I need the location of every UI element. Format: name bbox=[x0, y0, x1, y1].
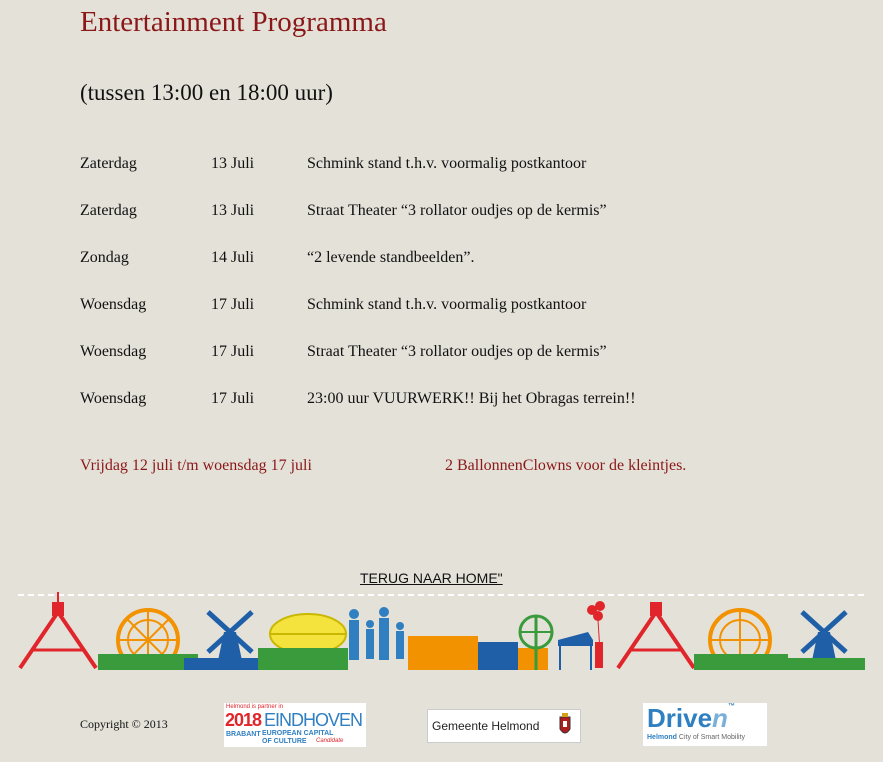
logo-driven-city: Helmond bbox=[647, 734, 677, 741]
logo-line2: OF CULTURE bbox=[262, 738, 307, 745]
special-description: 2 BallonnenClowns voor de kleintjes. bbox=[445, 457, 687, 474]
logo-helmond-name: Gemeente Helmond bbox=[432, 719, 540, 733]
schedule-date: 13 Juli bbox=[211, 155, 255, 172]
ferris-wheel-icon bbox=[98, 610, 198, 670]
schedule-date: 17 Juli bbox=[211, 343, 255, 360]
time-range-subtitle: (tussen 13:00 en 18:00 uur) bbox=[80, 80, 333, 105]
balloons-icon bbox=[587, 601, 605, 668]
schedule-day: Zaterdag bbox=[80, 155, 137, 172]
eindhoven-2018-logo[interactable] bbox=[224, 703, 366, 747]
schedule-event: 23:00 uur VUURWERK!! Bij het Obragas terrein!! bbox=[307, 390, 636, 407]
logo-driven-n: n bbox=[712, 703, 728, 733]
schedule-date: 14 Juli bbox=[211, 249, 255, 266]
schedule-day: Woensdag bbox=[80, 343, 147, 360]
gemeente-helmond-logo[interactable] bbox=[427, 709, 581, 743]
logo-year: 2018 bbox=[225, 710, 262, 730]
copyright-text: Copyright © 2013 bbox=[80, 717, 168, 731]
red-ride-icon bbox=[20, 592, 96, 668]
schedule-day: Zondag bbox=[80, 249, 129, 266]
logo-tagline: Helmond is partner in bbox=[226, 704, 284, 710]
stand-icon bbox=[558, 632, 593, 670]
schedule-date: 13 Juli bbox=[211, 202, 255, 219]
stalls-icon bbox=[408, 636, 548, 670]
special-date-range: Vrijdag 12 juli t/m woensdag 17 juli bbox=[80, 457, 312, 474]
red-ride-icon bbox=[618, 602, 694, 668]
carousel-icon bbox=[258, 614, 348, 670]
logo-line1: EUROPEAN CAPITAL bbox=[262, 730, 334, 737]
logo-region: BRABANT bbox=[226, 731, 261, 738]
driven-logo[interactable] bbox=[643, 703, 767, 746]
schedule-event: “2 levende standbeelden”. bbox=[307, 249, 475, 266]
fairground-banner bbox=[18, 592, 865, 670]
logo-driven-main: Drive bbox=[647, 703, 713, 733]
people-silhouette-icon bbox=[349, 607, 404, 660]
schedule-day: Zaterdag bbox=[80, 202, 137, 219]
logo-candidate: Candidate bbox=[316, 738, 344, 744]
logo-driven-tm: ™ bbox=[727, 703, 735, 710]
schedule-event: Straat Theater “3 rollator oudjes op de kermis” bbox=[307, 343, 607, 360]
schedule-event: Schmink stand t.h.v. voormalig postkantoor bbox=[307, 155, 587, 172]
schedule-event: Schmink stand t.h.v. voormalig postkantoor bbox=[307, 296, 587, 313]
windmill-icon bbox=[788, 612, 865, 670]
schedule-event: Straat Theater “3 rollator oudjes op de kermis” bbox=[307, 202, 607, 219]
coat-of-arms-icon bbox=[556, 713, 574, 739]
schedule-date: 17 Juli bbox=[211, 296, 255, 313]
schedule-day: Woensdag bbox=[80, 296, 147, 313]
logo-city: EINDHOVEN bbox=[264, 710, 363, 730]
back-to-home-link[interactable]: TERUG NAAR HOME" bbox=[360, 570, 503, 586]
schedule-day: Woensdag bbox=[80, 390, 147, 407]
logo-driven-sub: City of Smart Mobility bbox=[678, 734, 746, 741]
ferris-wheel-icon bbox=[694, 610, 788, 670]
page-title: Entertainment Programma bbox=[80, 6, 387, 38]
schedule-date: 17 Juli bbox=[211, 390, 255, 407]
